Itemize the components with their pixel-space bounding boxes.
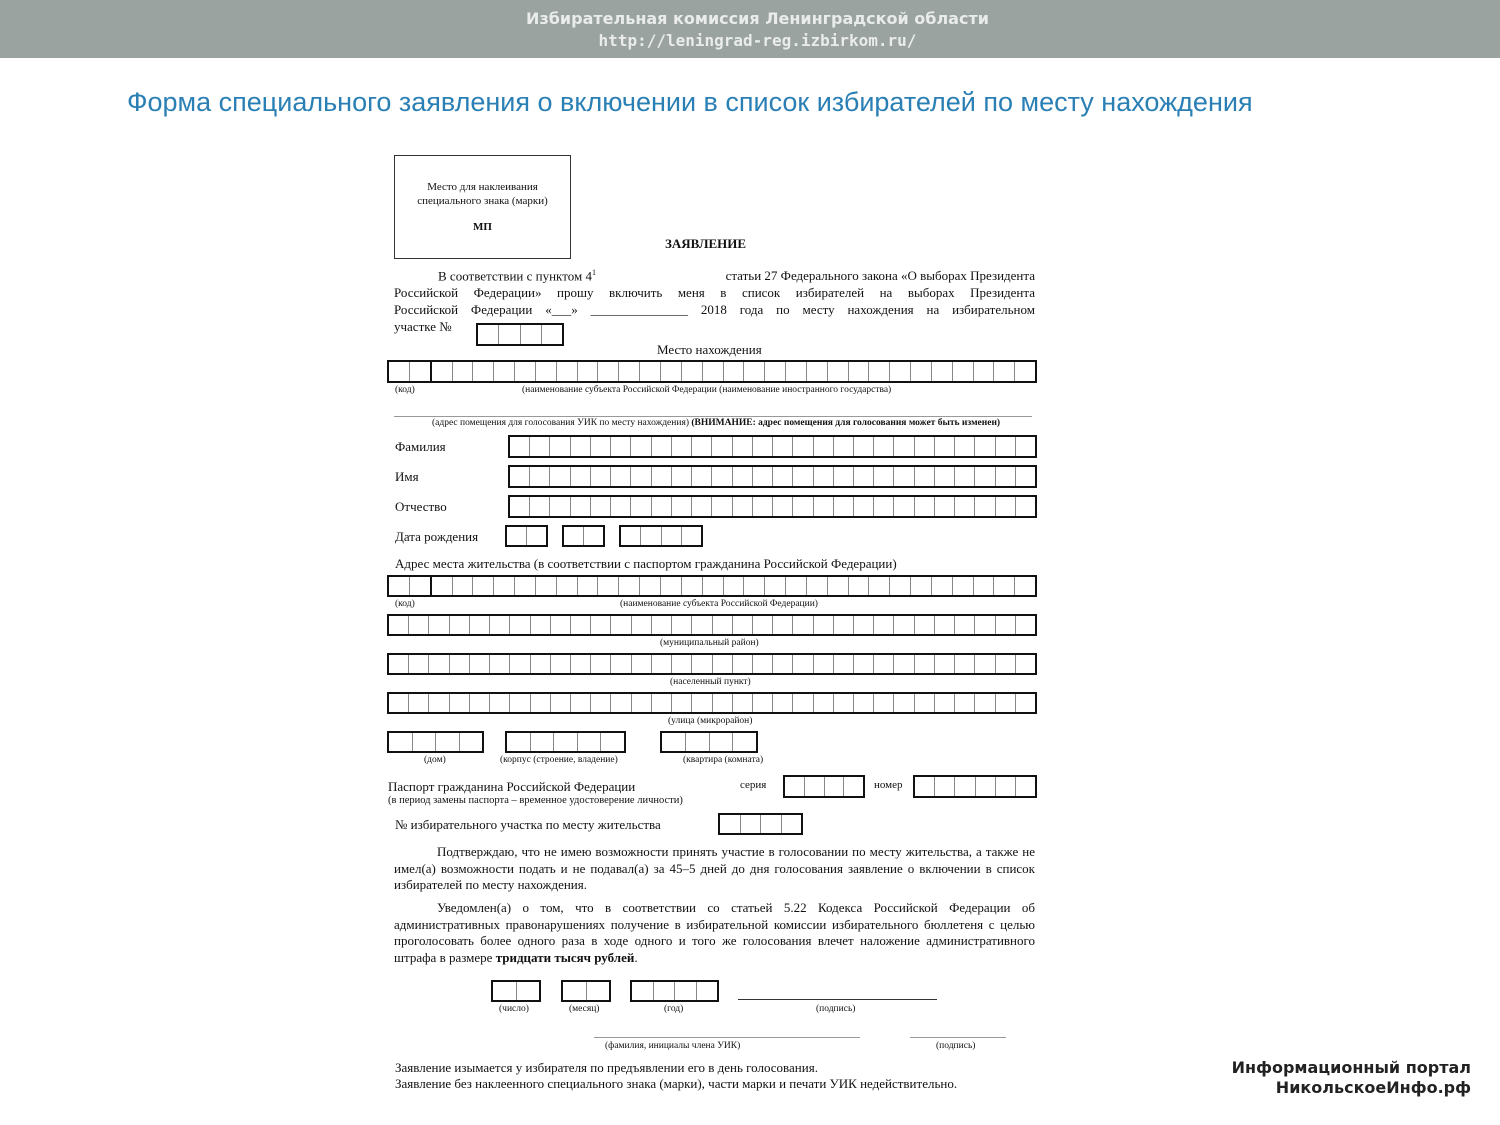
portal-brand [1232, 1058, 1471, 1098]
label-signature: (подпись) [816, 1004, 856, 1014]
footnote-2: Заявление без наклеенного специального знака (марки), части марки и печати УИК недействительно. [395, 1076, 958, 1091]
intro-pre: В соответствии с пунктом 4 [438, 268, 592, 284]
location-subject-field[interactable] [387, 360, 1037, 383]
top-banner [0, 0, 1500, 58]
name-field[interactable] [508, 465, 1037, 488]
uik-member-line[interactable] [594, 1037, 860, 1038]
form-title: ЗАЯВЛЕНИЕ [665, 236, 747, 251]
label-subject: (наименование субъекта Российской Федерации) [620, 599, 818, 609]
notice-text: Уведомлен(а) о том, что в соответствии со статьей 5.22 Кодекса Российской Федерации об административных правонарушениях получение в избирательной комиссии избирательного бюллетеня с целью проголосовать более одного раза в ходе одного и того же голосования влечет наложение административного штрафа в размере [394, 900, 1035, 965]
surname-field[interactable] [508, 435, 1037, 458]
label-address [432, 418, 1000, 428]
birth-year-field[interactable] [619, 525, 703, 547]
precinct-residence-field[interactable] [718, 813, 803, 835]
flat-field[interactable] [660, 731, 758, 753]
brand-line2[interactable]: НикольскоеИнфо.рф [1275, 1078, 1471, 1097]
label-house: (дом) [424, 755, 446, 765]
label-year: (год) [664, 1004, 684, 1014]
label-name: Имя [395, 469, 419, 484]
label-patronymic: Отчество [395, 499, 447, 514]
patronymic-field[interactable] [508, 495, 1037, 518]
sign-year-field[interactable] [630, 980, 719, 1002]
label-address-text: (адрес помещения для голосования УИК по месту нахождения) [432, 418, 689, 428]
residence-heading: Адрес места жительства (в соответствии с паспортом гражданина Российской Федерации) [395, 556, 897, 571]
label-uik-member: (фамилия, инициалы члена УИК) [605, 1041, 741, 1051]
intro-line2: Российской Федерации» прошу включить меня в список избирателей на выборах Президента [394, 285, 1035, 301]
label-address-warning: (ВНИМАНИЕ: адрес помещения для голосования может быть изменен) [691, 418, 1001, 428]
residence-subject-field[interactable] [387, 575, 1037, 597]
label-building: (корпус (строение, владение) [500, 755, 618, 765]
birth-day-field[interactable] [505, 525, 548, 547]
passport-number-field[interactable] [913, 775, 1037, 798]
notice-bold: тридцати тысяч рублей [495, 949, 635, 965]
label-precinct-residence: № избирательного участка по месту жительства [395, 817, 661, 832]
intro-line4: участке № [394, 319, 452, 335]
stamp-mp: МП [473, 221, 492, 233]
label-number: номер [874, 779, 903, 791]
banner-org: Избирательная комиссия Ленинградской области [526, 9, 989, 28]
location-heading: Место нахождения [657, 342, 762, 357]
signature-line[interactable] [738, 999, 937, 1000]
street-field[interactable] [387, 692, 1037, 714]
address-line[interactable] [394, 416, 1032, 417]
notice-paragraph: Уведомлен(а) о том, что в соответствии со статьей 5.22 Кодекса Российской Федерации об административных правонарушениях получение в избирательной комиссии избирательного бюллетеня с целью проголосовать более одного раза в ходе одного и того же голосования влечет наложение административного штрафа в размере тридцати тысяч рублей. [394, 900, 1035, 965]
intro-post: статьи 27 Федерального закона «О выборах Президента [725, 268, 1035, 283]
label-signature2: (подпись) [936, 1041, 976, 1051]
stamp-line1: Место для наклеивания [427, 181, 538, 193]
label-birth-date: Дата рождения [395, 529, 479, 544]
building-field[interactable] [505, 731, 626, 753]
brand-line1: Информационный портал [1231, 1058, 1471, 1077]
stamp-line2: специального знака (марки) [417, 195, 548, 207]
page-title: Форма специального заявления о включении в список избирателей по месту нахождения [127, 87, 1253, 117]
label-series: серия [740, 779, 767, 791]
label-flat: (квартира (комната) [683, 755, 764, 765]
intro-sup: 1 [591, 268, 596, 277]
house-field[interactable] [387, 731, 484, 753]
precinct-number-field[interactable] [476, 323, 564, 346]
label-subject-foreign: (наименование субъекта Российской Федерации (наименование иностранного государства) [522, 385, 892, 395]
label-month: (месяц) [569, 1004, 600, 1014]
label-settlement: (населенный пункт) [670, 677, 751, 687]
label-day: (число) [499, 1004, 529, 1014]
label-passport-note: (в период замены паспорта – временное удостоверение личности) [388, 795, 683, 806]
footnote-1: Заявление изымается у избирателя по предъявлении его в день голосования. [395, 1060, 818, 1075]
uik-signature-line[interactable] [910, 1037, 1006, 1038]
stamp-box [394, 155, 571, 259]
birth-month-field[interactable] [562, 525, 605, 547]
sign-day-field[interactable] [491, 980, 541, 1002]
label-code2: (код) [395, 599, 415, 609]
label-passport: Паспорт гражданина Российской Федерации [388, 779, 636, 794]
passport-series-field[interactable] [783, 775, 865, 798]
district-field[interactable] [387, 614, 1037, 636]
intro-line3: Российской Федерации «___» _______________ 2018 года по месту нахождения на избирательном [394, 302, 1035, 318]
label-surname: Фамилия [395, 439, 446, 454]
label-street: (улица (микрорайон) [668, 716, 753, 726]
confirm-paragraph: Подтверждаю, что не имею возможности принять участие в голосовании по месту жительства, а также не имел(а) возможности подать и не подавал(а) за 45–5 дней до дня голосования заявление о включении в список избирателей по месту нахождения. [394, 844, 1035, 892]
settlement-field[interactable] [387, 653, 1037, 675]
banner-url[interactable]: http://leningrad-reg.izbirkom.ru/ [598, 31, 917, 50]
sign-month-field[interactable] [561, 980, 611, 1002]
label-district: (муниципальный район) [660, 638, 759, 648]
label-code: (код) [395, 385, 415, 395]
